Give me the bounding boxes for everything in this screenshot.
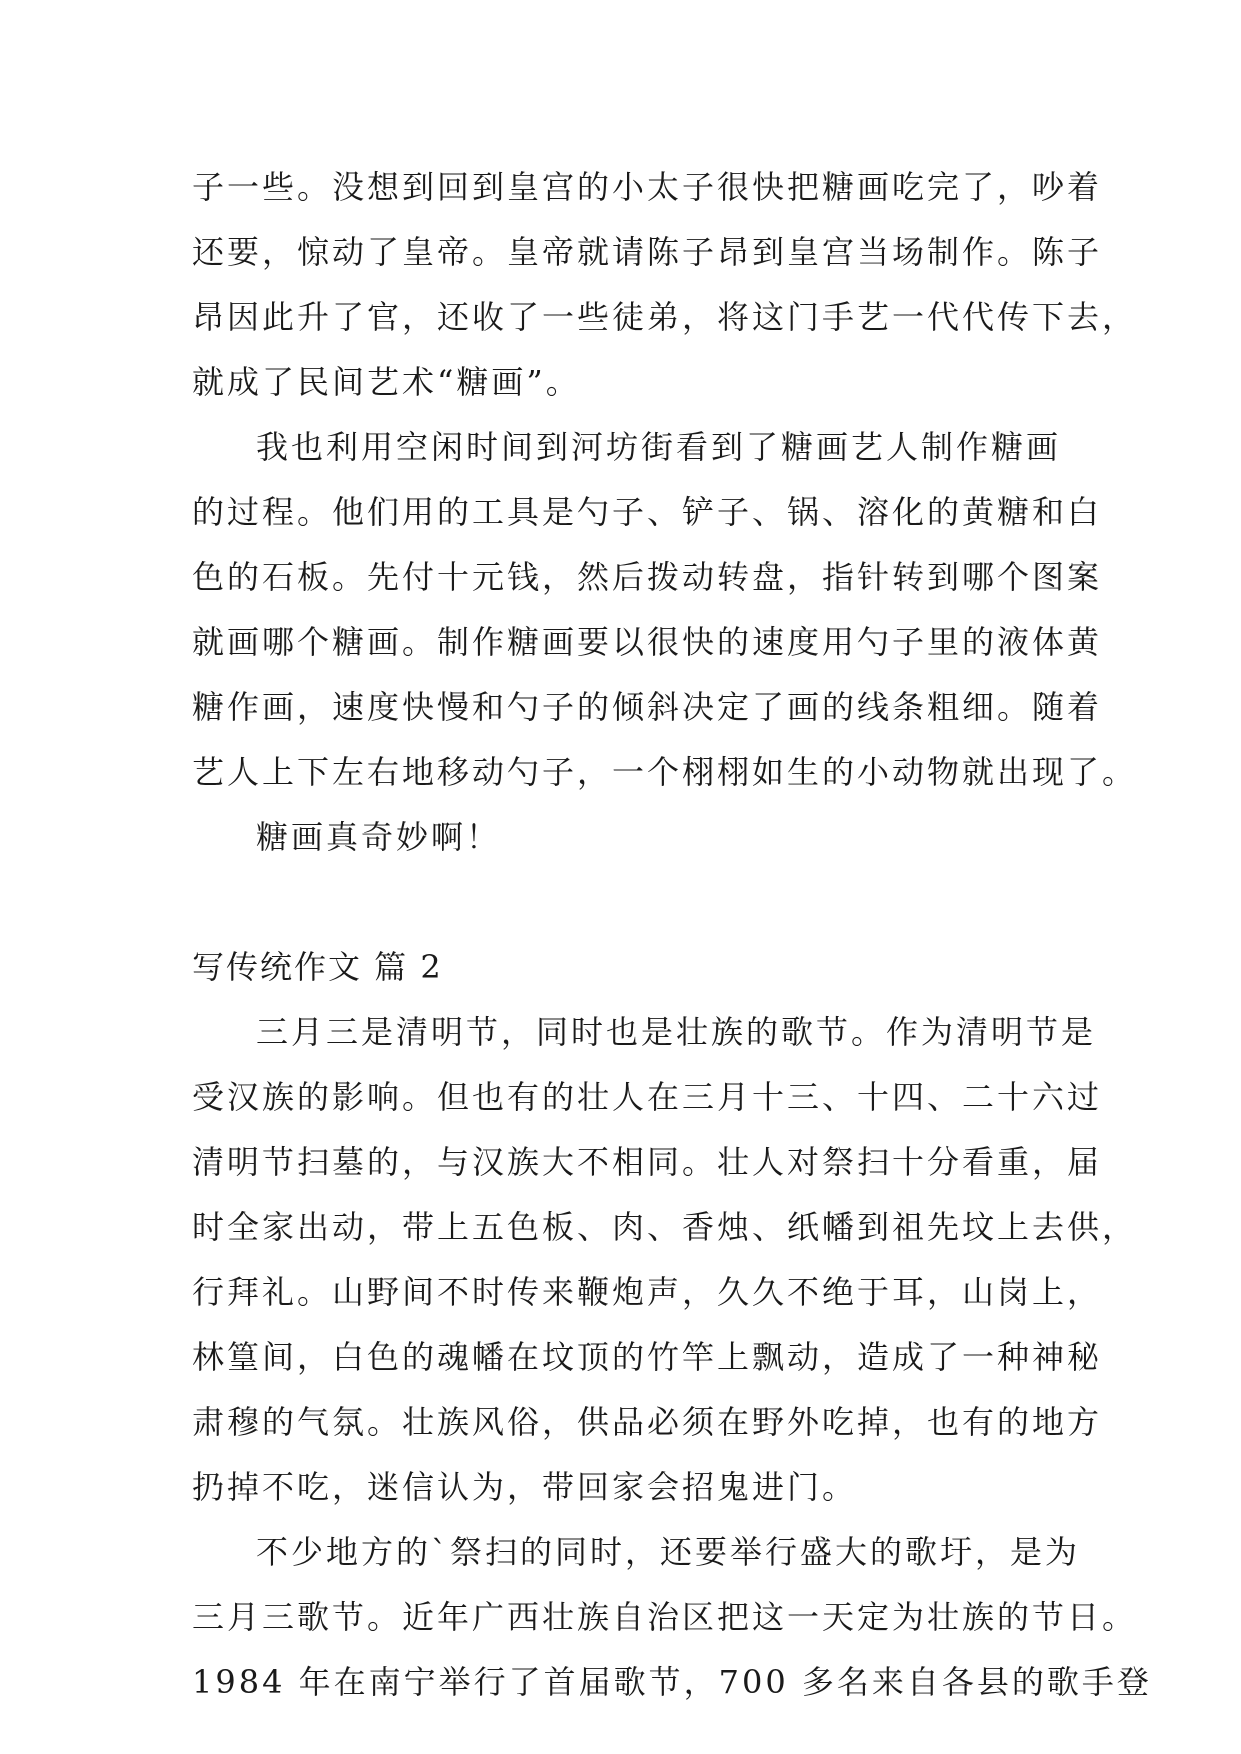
text-line: 子一些。没想到回到皇宫的小太子很快把糖画吃完了，吵着 bbox=[192, 168, 1103, 206]
text-line: 我也利用空闲时间到河坊街看到了糖画艺人制作糖画 bbox=[256, 428, 1062, 466]
section-spacer bbox=[192, 870, 1052, 935]
text-line: 糖画真奇妙啊！ bbox=[256, 818, 502, 856]
text-line: 受汉族的影响。但也有的壮人在三月十三、十四、二十六过 bbox=[192, 1078, 1103, 1116]
section-heading: 写传统作文 篇 2 bbox=[192, 948, 443, 986]
paragraph bbox=[192, 805, 1052, 870]
text-line: 时全家出动，带上五色板、肉、香烛、纸幡到祖先坟上去供， bbox=[192, 1208, 1138, 1246]
text-line: 行拜礼。山野间不时传来鞭炮声，久久不绝于耳，山岗上， bbox=[192, 1273, 1103, 1311]
paragraph bbox=[192, 1000, 1138, 1520]
text-line: 1984 年在南宁举行了首届歌节，700 多名来自各县的歌手登 bbox=[192, 1663, 1152, 1701]
paragraph bbox=[192, 415, 1138, 805]
text-line: 清明节扫墓的，与汉族大不相同。壮人对祭扫十分看重，届 bbox=[192, 1143, 1103, 1181]
paragraph bbox=[192, 1520, 1152, 1715]
text-line: 就画哪个糖画。制作糖画要以很快的速度用勺子里的液体黄 bbox=[192, 623, 1103, 661]
text-line: 艺人上下左右地移动勺子，一个栩栩如生的小动物就出现了。 bbox=[192, 753, 1138, 791]
document-body bbox=[192, 155, 1152, 1715]
text-line: 糖作画，速度快慢和勺子的倾斜决定了画的线条粗细。随着 bbox=[192, 688, 1103, 726]
text-line: 肃穆的气氛。壮族风俗，供品必须在野外吃掉，也有的地方 bbox=[192, 1403, 1103, 1441]
text-line: 林篁间，白色的魂幡在坟顶的竹竿上飘动，造成了一种神秘 bbox=[192, 1338, 1103, 1376]
text-line: 的过程。他们用的工具是勺子、铲子、锅、溶化的黄糖和白 bbox=[192, 493, 1103, 531]
text-line: 色的石板。先付十元钱，然后拨动转盘，指针转到哪个图案 bbox=[192, 558, 1103, 596]
text-line: 就成了民间艺术“糖画”。 bbox=[192, 363, 581, 401]
text-line: 三月三歌节。近年广西壮族自治区把这一天定为壮族的节日。 bbox=[192, 1598, 1138, 1636]
text-line: 扔掉不吃，迷信认为，带回家会招鬼进门。 bbox=[192, 1468, 858, 1506]
text-line: 三月三是清明节，同时也是壮族的歌节。作为清明节是 bbox=[256, 1013, 1097, 1051]
text-line: 昂因此升了官，还收了一些徒弟，将这门手艺一代代传下去， bbox=[192, 298, 1138, 336]
text-line: 不少地方的`祭扫的同时，还要举行盛大的歌圩，是为 bbox=[256, 1533, 1081, 1571]
text-line: 还要，惊动了皇帝。皇帝就请陈子昂到皇宫当场制作。陈子 bbox=[192, 233, 1103, 271]
paragraph bbox=[192, 155, 1138, 415]
